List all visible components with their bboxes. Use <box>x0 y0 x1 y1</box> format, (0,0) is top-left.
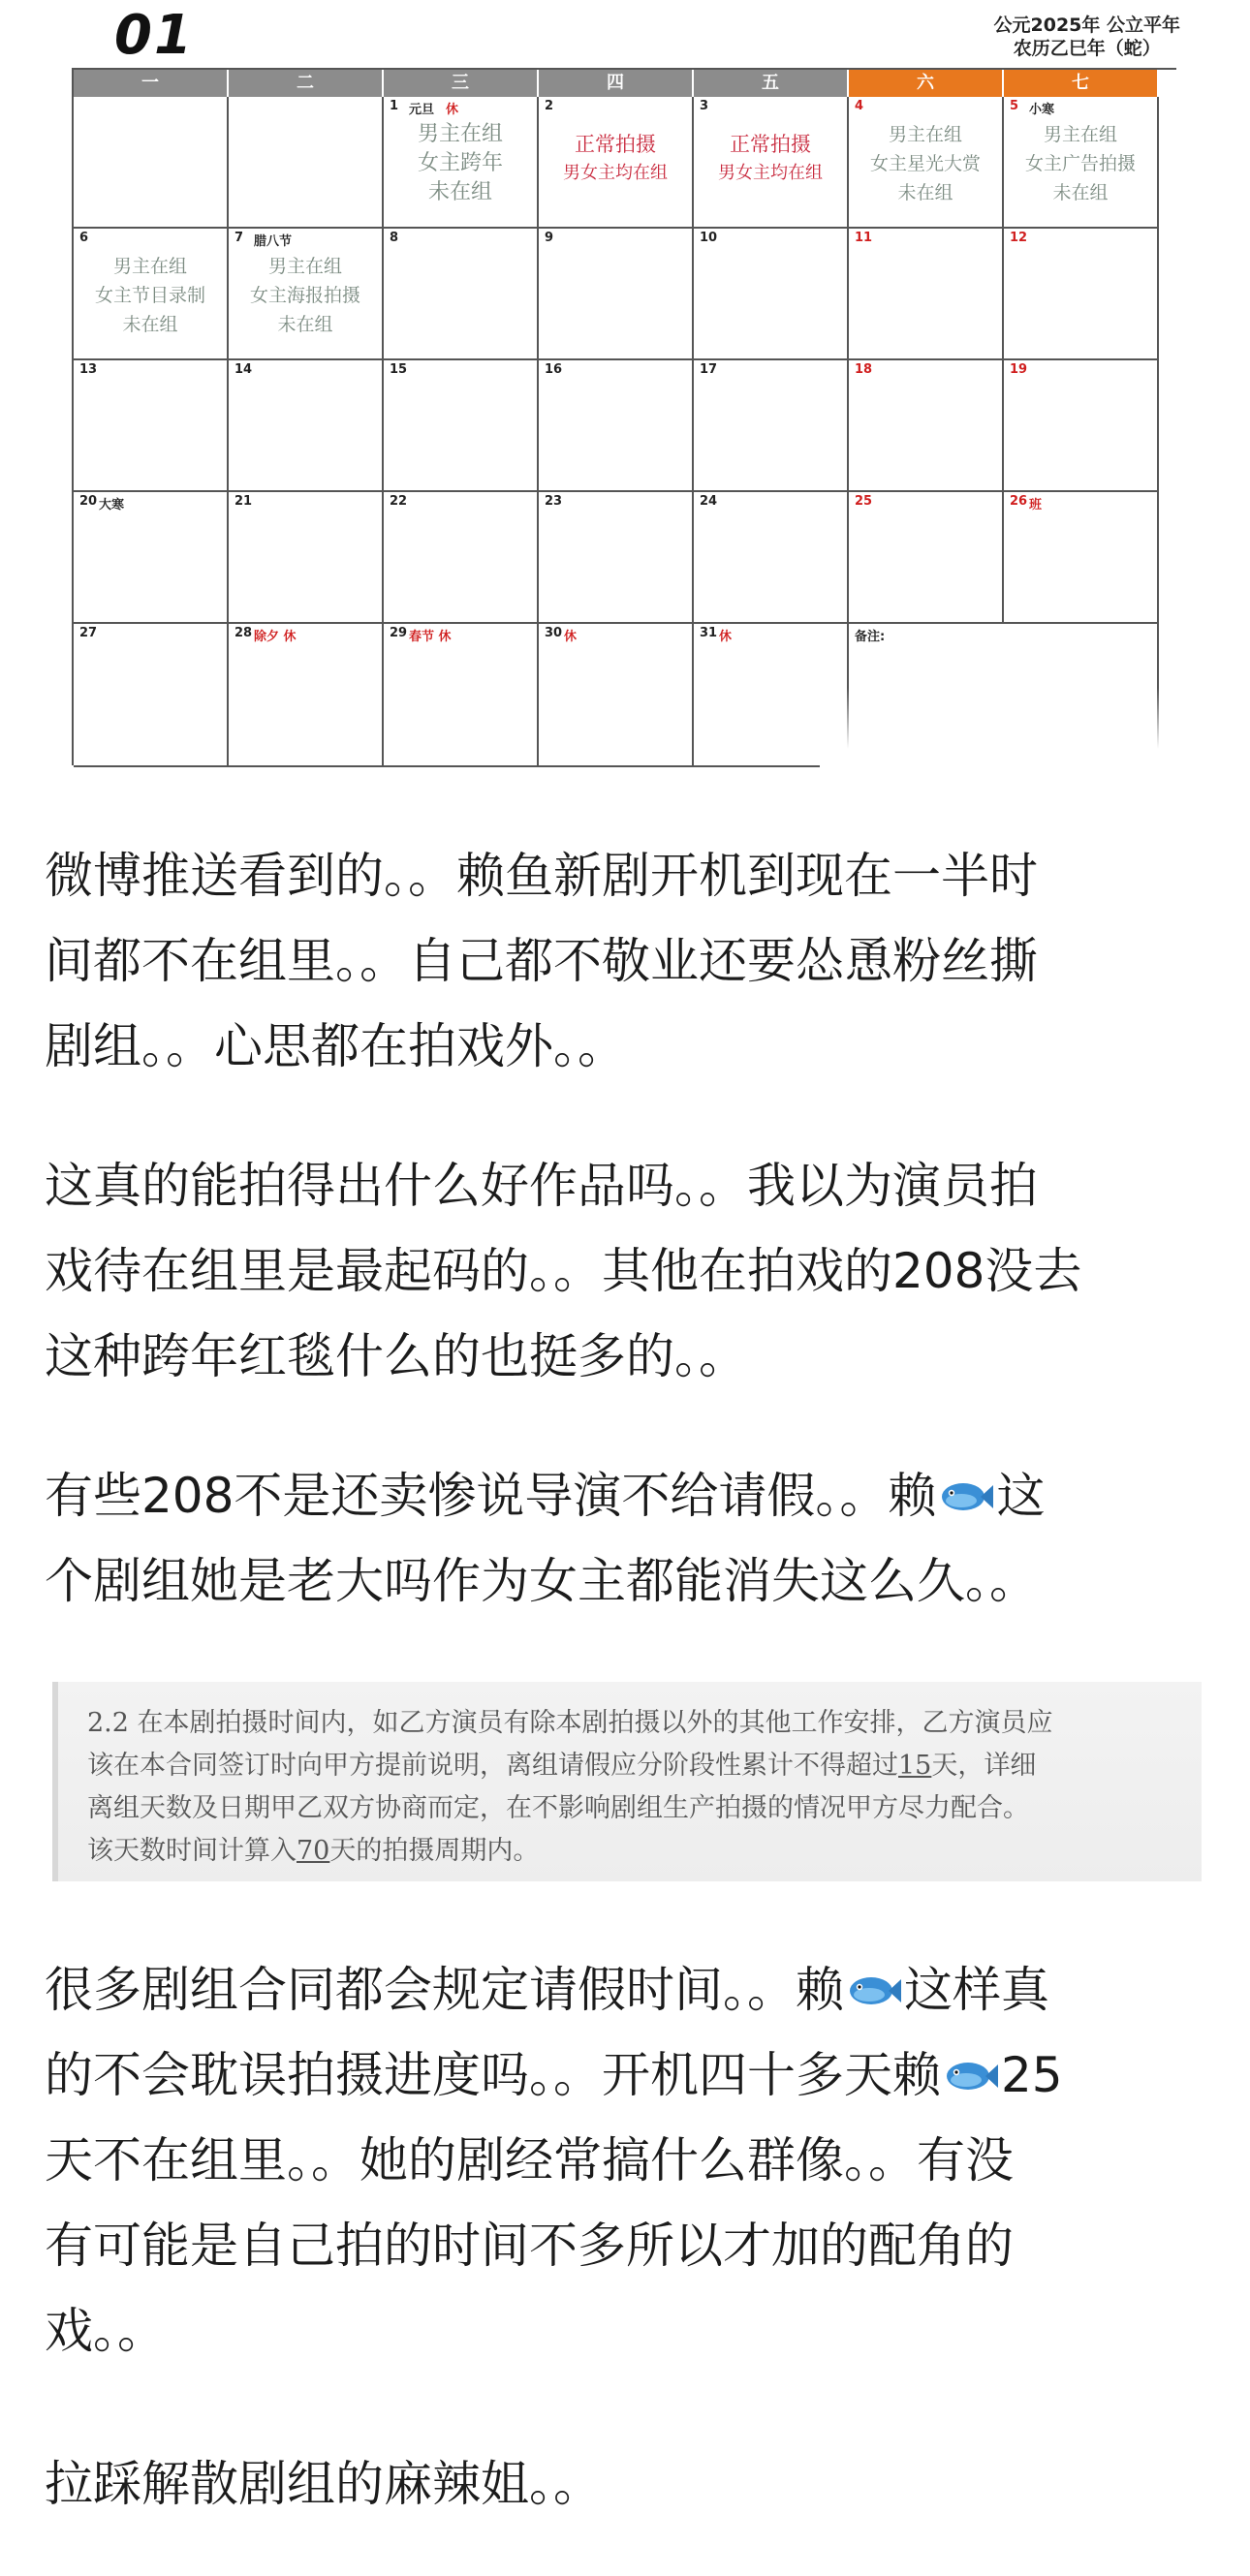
calendar-cell-empty <box>74 97 229 229</box>
calendar-cell-day-18: 18 <box>849 360 1004 492</box>
contract-excerpt-image[interactable] <box>52 1682 1202 1881</box>
calendar-cell-day-28: 28 除夕 休 <box>229 624 384 767</box>
calendar-grid <box>72 68 1176 765</box>
day-note: 男主在组 女主节目录制 未在组 <box>94 256 205 335</box>
day-number: 4 <box>855 99 864 113</box>
contract-line-3: 离组天数及日期甲乙双方协商而定，在不影响剧组生产拍摄的情况甲方尽力配合。 <box>87 1793 1029 1823</box>
day-number: 1 <box>390 99 399 113</box>
day-holiday-tag: 元旦 <box>409 103 435 117</box>
calendar-cell-day-19: 19 <box>1004 360 1159 492</box>
post-paragraph-2: 这真的能拍得出什么好作品吗。。我以为演员拍 戏待在组里是最起码的。。其他在拍戏的208没去 这种跨年红毯什么的也挺多的。。 <box>45 1158 1082 1384</box>
calendar-cell-day-2 <box>539 97 694 229</box>
calendar-cell-day-30: 30 休 <box>539 624 694 767</box>
day-note: 男主在组 女主星光大赏 未在组 <box>869 124 981 203</box>
era-line-1: 公元2025年 公立平年 <box>993 15 1180 36</box>
day-note: 男主在组 女主广告拍摄 未在组 <box>1024 124 1136 203</box>
calendar-cell-day-10: 10 <box>694 229 849 360</box>
schedule-calendar-image[interactable] <box>0 0 1250 775</box>
calendar-cell-day-16: 16 <box>539 360 694 492</box>
weekday-wed: 三 <box>384 70 539 97</box>
day-number: 2 <box>545 99 554 113</box>
day-solar-term-tag: 小寒 <box>1029 103 1055 117</box>
calendar-cell-day-4 <box>849 97 1004 229</box>
calendar-cell-day-1 <box>384 97 539 229</box>
era-line-2: 农历乙巳年（蛇） <box>1013 38 1161 59</box>
calendar-cell-empty <box>229 97 384 229</box>
calendar-cell-day-11: 11 <box>849 229 1004 360</box>
calendar-cell-day-21: 21 <box>229 492 384 624</box>
weekday-fri: 五 <box>694 70 849 97</box>
calendar-year-info <box>994 14 1181 60</box>
calendar-cell-day-22: 22 <box>384 492 539 624</box>
day-number: 3 <box>700 99 709 113</box>
calendar-cell-day-7 <box>229 229 384 360</box>
day-note: 正常拍摄 男女主均在组 <box>563 133 668 183</box>
calendar-cell-day-6 <box>74 229 229 360</box>
day-number: 7 <box>234 231 244 245</box>
calendar-cell-day-17: 17 <box>694 360 849 492</box>
calendar-cell-day-3 <box>694 97 849 229</box>
weekday-sun: 七 <box>1004 70 1159 97</box>
calendar-cell-day-15: 15 <box>384 360 539 492</box>
calendar-cell-day-13: 13 <box>74 360 229 492</box>
post-paragraph-3: 有些208不是还卖惨说导演不给请假。。赖 这 个剧组她是老大吗作为女主都能消失这么久。。 <box>45 1468 1046 1609</box>
contract-line-2: 该在本合同签订时向甲方提前说明，离组请假应分阶段性累计不得超过15天，详细 <box>87 1751 1037 1781</box>
calendar-cell-day-26: 26 班 <box>1004 492 1159 624</box>
contract-line-4: 该天数时间计算入70天的拍摄周期内。 <box>87 1836 540 1866</box>
fish-emoji-icon <box>938 1477 994 1516</box>
day-number: 5 <box>1010 99 1019 113</box>
fish-emoji-icon <box>943 2057 999 2095</box>
calendar-cell-day-5 <box>1004 97 1159 229</box>
post-paragraph-1: 微博推送看到的。。赖鱼新剧开机到现在一半时 间都不在组里。。自己都不敬业还要怂恿粉丝撕 剧组。。心思都在拍戏外。。 <box>45 848 1038 1074</box>
fish-emoji-icon <box>846 1971 902 2010</box>
calendar-cell-day-23: 23 <box>539 492 694 624</box>
calendar-cell-day-24: 24 <box>694 492 849 624</box>
calendar-cell-day-25: 25 <box>849 492 1004 624</box>
weekday-sat: 六 <box>849 70 1004 97</box>
day-rest-tag: 休 <box>446 103 459 117</box>
calendar-cell-day-20: 20 大寒 <box>74 492 229 624</box>
weekday-thu: 四 <box>539 70 694 97</box>
calendar-cell-day-9: 9 <box>539 229 694 360</box>
day-note: 正常拍摄 男女主均在组 <box>718 133 823 183</box>
day-note: 男主在组 女主跨年 未在组 <box>417 122 503 204</box>
weekday-tue: 二 <box>229 70 384 97</box>
calendar-cell-day-29: 29 春节 休 <box>384 624 539 767</box>
calendar-cell-day-8: 8 <box>384 229 539 360</box>
day-number: 6 <box>79 231 89 245</box>
calendar-cell-day-31: 31 休 <box>694 624 849 767</box>
post-paragraph-4: 很多剧组合同都会规定请假时间。。赖 这样真 的不会耽误拍摄进度吗。。开机四十多天赖 25 天不在组里。。她的剧经常搞什么群像。。有没 有可能是自己拍的时间不多所以才加的配角的 戏。。 <box>45 1962 1063 2359</box>
calendar-cell-day-12: 12 <box>1004 229 1159 360</box>
remark-label: 备注: <box>855 630 886 644</box>
contract-line-1: 2.2 在本剧拍摄时间内，如乙方演员有除本剧拍摄以外的其他工作安排，乙方演员应 <box>87 1708 1053 1738</box>
calendar-cell-day-27: 27 <box>74 624 229 767</box>
day-note: 男主在组 女主海报拍摄 未在组 <box>249 256 360 335</box>
day-holiday-tag: 腊八节 <box>254 234 293 249</box>
weekday-mon: 一 <box>74 70 229 97</box>
post-paragraph-5: 拉踩解散剧组的麻辣姐。。 <box>45 2456 602 2512</box>
calendar-cell-day-14: 14 <box>229 360 384 492</box>
calendar-month: 01 <box>114 4 194 67</box>
image-fade <box>820 688 1188 775</box>
